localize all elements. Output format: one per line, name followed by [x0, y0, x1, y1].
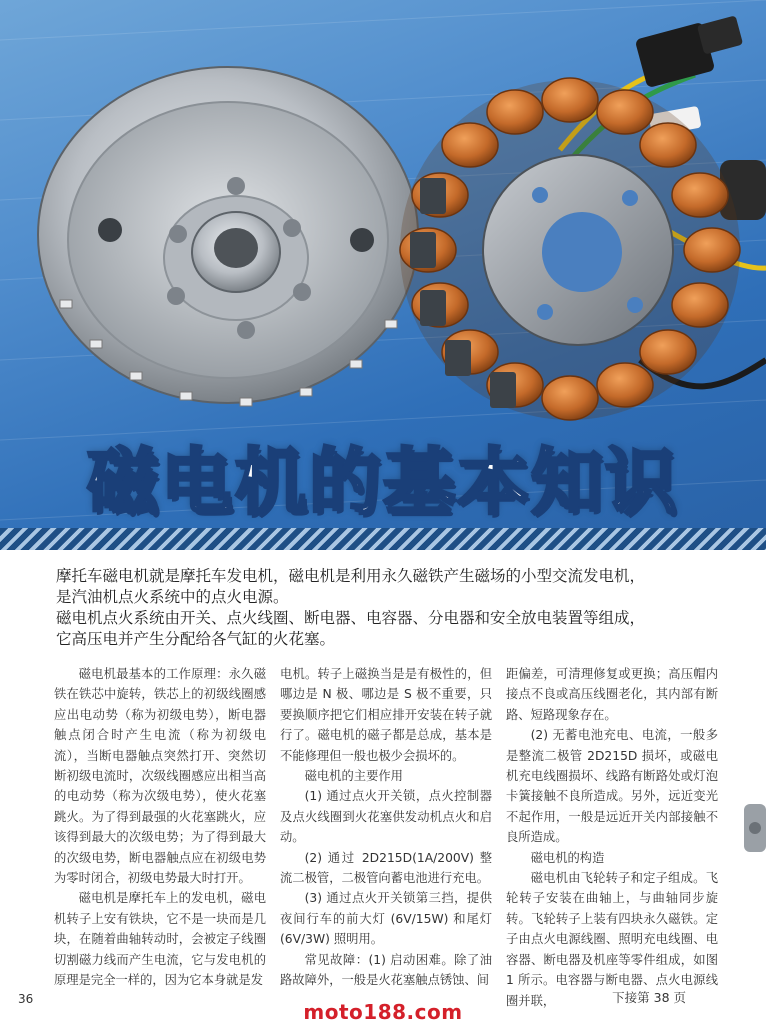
section-heading: 磁电机的构造 [530, 850, 605, 865]
intro-line: 是汽油机点火系统中的点火电源。 [56, 588, 289, 606]
article-column-1 [54, 664, 266, 991]
page-number: 36 [18, 992, 34, 1006]
intro-line: 摩托车磁电机就是摩托车发电机，磁电机是利用永久磁铁产生磁场的小型交流发电机， [56, 567, 646, 585]
paragraph: 距偏差，可清理修复或更换；高压帽内接点不良或高压线圈老化，其内部有断路、短路现象存在。 [506, 667, 718, 722]
paragraph: 磁电机由飞轮转子和定子组成。飞轮转子安装在曲轴上，与曲轴同步旋转。飞轮转子上装有四块永久磁铁。定子由点火电源线圈、照明充电线圈、电容器、断电器及机座等零件组成，如图 1 所示。电容器与断电器、点火电源线圈并联， [506, 871, 718, 1008]
article-column-3 [506, 664, 718, 1011]
site-watermark: moto188.com [303, 1000, 463, 1024]
paragraph: (1) 通过点火开关锁，点火控制器及点火线圈到火花塞供发动机点火和启动。 [280, 789, 492, 845]
paragraph: 磁电机是摩托车上的发电机，磁电机转子上安有铁块，它不是一块而是几块，在随着曲轴转动时，会被定子线圈切割磁力线而产生电流，它与发电机的原理是完全一样的，因为它本身就是发 [54, 891, 266, 988]
intro-line: 磁电机点火系统由开关、点火线圈、断电器、电容器、分电器和安全放电装置等组成， [56, 609, 646, 627]
section-heading: 磁电机的主要作用 [304, 769, 403, 784]
intro-paragraph [56, 566, 736, 650]
binder-clip-icon [738, 800, 766, 856]
decorative-stripe-divider [0, 528, 766, 550]
page-title: 磁电机的基本知识 [86, 440, 679, 524]
paragraph: (3) 通过点火开关锁第三挡，提供夜间行车的前大灯 (6V/15W) 和尾灯 (6V/3W) 照明用。 [280, 891, 492, 947]
continued-on-page: 下接第 38 页 [612, 990, 686, 1005]
paragraph: 电机。转子上磁换当是是有极性的，但哪边是 N 极、哪边是 S 极不重要，只要换顺序把它们相应排开安装在转子就行了。磁电机的磁子都是总成，基本是不能修理但一般也极少会损坏的。 [280, 667, 492, 763]
article-column-2 [280, 664, 492, 991]
paragraph: 常见故障：(1) 启动困难。除了油路故障外，一般是火花塞触点锈蚀、间 [280, 952, 492, 988]
paragraph: (2) 无蓄电池充电、电流，一般多是整流二极管 2D215D 损坏，或磁电机充电线圈损坏、线路有断路处或灯泡卡簧接触不良所造成。另外，远近变光不起作用，一般是远近开关内部接触不良所造成。 [506, 728, 718, 845]
paragraph: 磁电机最基本的工作原理：永久磁铁在铁芯中旋转，铁芯上的初级线圈感应出电动势（称为初级电势），断电器触点闭合时产生电流（称为初级电流），当断电器触点突然打开、突然切断初级电流时，次级线圈感应出相当高的电动势（称为次级电势），使火花塞跳火。为了得到最强的火花塞跳火，应该得到最大的次级电势；为了得到最大的次级电势，断电器触点应在初级电势为零时闭合，初级电势最大时打开。 [54, 667, 266, 886]
paragraph: (2) 通过 2D215D(1A/200V) 整流二极管，二极管向蓄电池进行充电。 [280, 850, 492, 886]
intro-line: 它高压电并产生分配给各气缸的火花塞。 [56, 630, 336, 648]
